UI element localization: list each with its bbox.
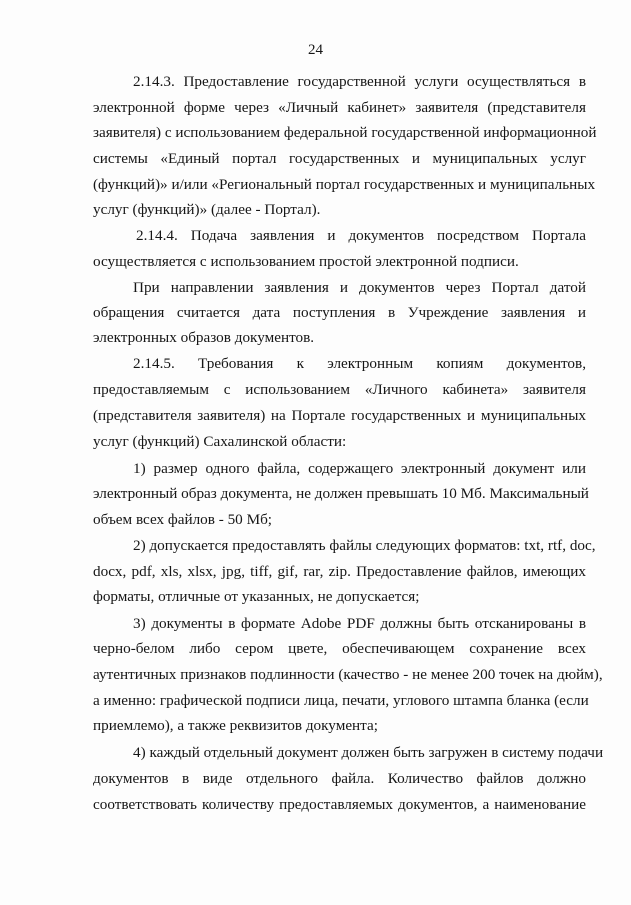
text-line: услуг (функций) Сахалинской области: <box>93 433 347 450</box>
text-line: аутентичных признаков подлинности (качество - не менее 200 точек на дюйм), <box>93 666 603 683</box>
text-line: (представителя заявителя) на Портале государственных и муниципальных <box>93 407 586 424</box>
text-line: обращения считается дата поступления в Учреждение заявления и <box>93 304 586 321</box>
text-line: электронной форме через «Личный кабинет» заявителя (представителя <box>93 99 586 116</box>
text-line: (функций)» и/или «Региональный портал государственных и муниципальных <box>93 176 596 193</box>
text-line: 3) документы в формате Adobe PDF должны быть отсканированы в <box>133 615 586 632</box>
text-line: документов в виде отдельного файла. Количество файлов должно <box>93 770 586 787</box>
text-line: 2.14.3. Предоставление государственной услуги осуществляться в <box>133 73 586 90</box>
text-line: объем всех файлов - 50 Мб; <box>93 511 273 528</box>
text-line: черно-белом либо сером цвете, обеспечивающем сохранение всех <box>93 640 586 657</box>
text-line: 2.14.5. Требования к электронным копиям документов, <box>133 355 586 372</box>
text-line: осуществляется с использованием простой электронной подписи. <box>93 253 519 270</box>
text-line: форматы, отличные от указанных, не допускается; <box>93 588 420 605</box>
text-line: а именно: графической подписи лица, печати, углового штампа бланка (если <box>93 692 589 709</box>
text-line: предоставляемым с использованием «Личного кабинета» заявителя <box>93 381 586 398</box>
text-line: заявителя) с использованием федеральной государственной информационной <box>93 124 597 141</box>
text-line: 4) каждый отдельный документ должен быть загружен в систему подачи <box>133 744 604 761</box>
text-line: 1) размер одного файла, содержащего электронный документ или <box>133 460 586 477</box>
text-line: docx, pdf, xls, xlsx, jpg, tiff, gif, rar, zip. Предоставление файлов, имеющих <box>93 563 586 580</box>
text-line: соответствовать количеству предоставляемых документов, а наименование <box>93 796 586 813</box>
text-line: услуг (функций)» (далее - Портал). <box>93 201 321 218</box>
text-line: 2.14.4. Подача заявления и документов посредством Портала <box>136 227 586 244</box>
text-line: системы «Единый портал государственных и муниципальных услуг <box>93 150 586 167</box>
text-line: электронный образ документа, не должен превышать 10 Мб. Максимальный <box>93 485 589 502</box>
page-number: 24 <box>308 42 323 58</box>
text-line: 2) допускается предоставлять файлы следующих форматов: txt, rtf, doc, <box>133 537 596 554</box>
text-line: электронных образов документов. <box>93 329 315 346</box>
text-line: приемлемо), а также реквизитов документа; <box>93 717 378 734</box>
text-line: При направлении заявления и документов через Портал датой <box>133 279 586 296</box>
